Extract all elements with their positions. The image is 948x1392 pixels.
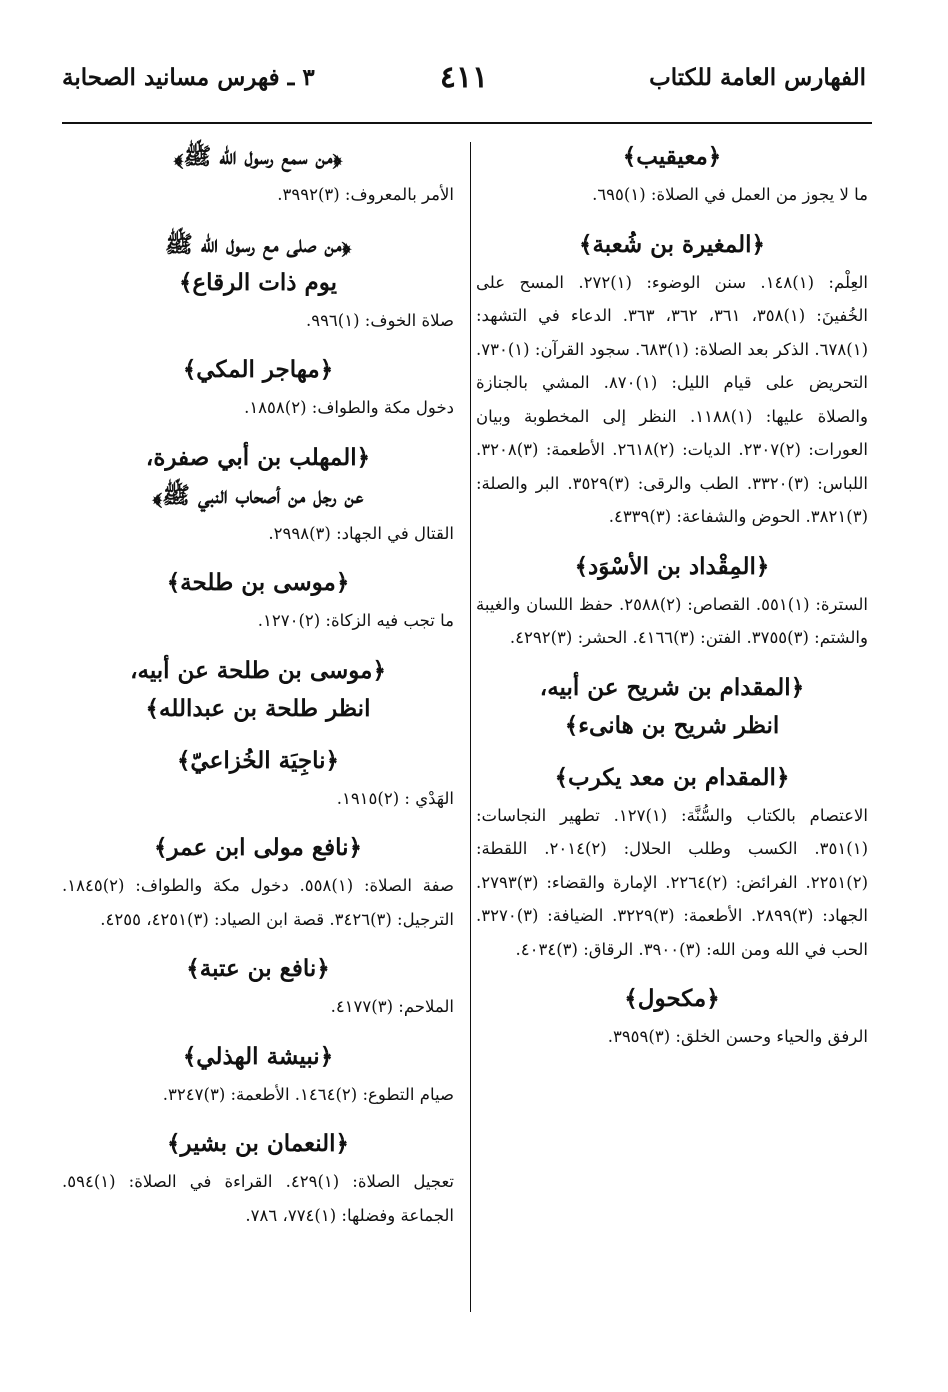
entry-heading: [476, 669, 868, 745]
heading-line: ﴿المقدام بن شريح عن أبيه،: [539, 673, 805, 701]
heading-line: ﴿مهاجر المكي﴾: [182, 356, 334, 383]
heading-line: ﴿المهلب بن أبي صفرة،: [145, 443, 371, 471]
entry-text: ما تجب فيه الزكاة: (٢)١٢٧٠.: [257, 611, 454, 630]
heading-line: انظر شريح بن هانىء﴾: [564, 711, 780, 739]
entry-heading: [62, 1038, 454, 1076]
heading-line: يوم ذات الرقاع﴾: [178, 268, 338, 296]
entry-text: صفة الصلاة: (١)٥٥٨. دخول مكة والطواف: (٢)١٨٤٥. الترجيل: (٣)٣٤٢٦. قصة ابن الصياد: (٣)٤٢٥١، ٤٢٥٥.: [62, 876, 454, 929]
entry-text: صلاة الخوف: (١)٩٩٦.: [305, 310, 454, 330]
heading-line: ﴿موسى بن طلحة عن أبيه،: [130, 656, 386, 684]
entry-text: الملاحم: (٣)٤١٧٧.: [330, 997, 454, 1016]
entry-text: صيام التطوع: (٢)١٤٦٤. الأطعمة: (٣)٣٢٤٧.: [162, 1084, 454, 1104]
heading-line: ﴿من سمع رسول الله ﷺ﴾: [174, 143, 342, 170]
heading-line: ﴿نافع مولى ابن عمر﴾: [153, 834, 362, 861]
heading-line: ﴿المِقْداد بن الأسْوَد﴾: [574, 552, 770, 580]
right-column: [476, 138, 868, 1060]
entry-heading: [62, 742, 454, 780]
column-divider: [470, 142, 471, 1312]
heading-line: ﴿من صلى مع رسول الله ﷺ: [164, 230, 352, 258]
entry-text: السترة: (١)٥٥١. القصاص: (٢)٢٥٨٨. حفظ اللسان والغيبة والشتم: (٣)٣٧٥٥. الفتن: (٣)٤١٦٦. الحشر: (٣)٤٢٩٢.: [476, 594, 868, 647]
heading-line: ﴿معيقيب﴾: [622, 143, 722, 170]
entry-heading: [476, 226, 868, 264]
entry-heading: [476, 980, 868, 1018]
entry-text: الهَدْي : (٢)١٩١٥.: [336, 788, 454, 808]
entry-heading: [62, 439, 454, 515]
entry-heading: [62, 1125, 454, 1163]
entry-heading: [62, 351, 454, 389]
entry-heading: [476, 138, 868, 176]
entry-heading: [62, 652, 454, 728]
entry-heading: [62, 226, 454, 302]
heading-line: ﴿نبيشة الهذلي﴾: [182, 1042, 334, 1070]
entry-text: دخول مكة والطواف: (٢)١٨٥٨.: [244, 398, 454, 417]
entry-text: العِلْم: (١)١٤٨. سنن الوضوء: (١)٢٧٢. المسح على الخُفينَ: (١)٣٥٨، ٣٦١، ٣٦٢، ٣٦٣. الدعاء في التشهد: (١)٦٧٨. الذكر بعد الصلاة: (١)٦٨٣. سجود القرآن: (١)٧٣٠. التحريض على قيام الليل: (١)٨٧٠. المشي بالجنازة والصلاة عليها: (١)١١٨٨. النظر إلى المخطوبة وبيان العورات: (٢)٢٣٠٧. الديات: (٢)٢٦١٨. الأطعمة: (٣)٣٢٠٨. اللباس: (٣)٣٣٢٠. الطب والرقى: (٣)٣٥٢٩. البر والصلة: (٣)٣٨٢١. الحوض والشفاعة: (٣)٤٣٣٩.: [476, 272, 869, 526]
entry-heading: [62, 564, 454, 602]
entry-heading: [62, 138, 454, 176]
page-number: ٤١١: [439, 60, 489, 95]
heading-line: ﴿المغيرة بن شُعبة﴾: [579, 230, 765, 258]
entry-text: الأمر بالمعروف: (٣)٣٩٩٢.: [277, 185, 454, 204]
entry-text: الاعتصام بالكتاب والسُّنَّة: (١)١٢٧. تطهير النجاسات: (١)٣٥١. الكسب وطلب الحلال: (٢)٢٠١٤. اللقطة: (٢)٢٢٥١. الفرائض: (٢)٢٢٦٤. الإمارة والقضاء: (٣)٢٧٩٣. الجهاد: (٣)٢٨٩٩. الأطعمة: (٣)٣٢٢٩. الضيافة: (٣)٣٢٧٠. الحب في الله ومن الله: (٣)٣٩٠٠. الرقاق: (٣)٤٠٣٤.: [476, 805, 869, 959]
heading-line: عن رجل من أصحاب النبي ﷺ﴾: [152, 481, 364, 509]
heading-line: ﴿المقدام بن معد يكرب﴾: [554, 763, 790, 791]
heading-line: انظر طلحة بن عبدالله﴾: [145, 694, 371, 722]
heading-line: ﴿النعمان بن بشير﴾: [166, 1130, 350, 1157]
header-section-title: ٣ ـ فهرس مسانيد الصحابة: [62, 64, 315, 91]
entry-text: تعجيل الصلاة: (١)٤٢٩. القراءة في الصلاة: (١)٥٩٤. الجماعة وفضلها: (١)٧٧٤، ٧٨٦.: [62, 1172, 455, 1225]
header-rule: [62, 122, 872, 124]
entry-text: الرفق والحياء وحسن الخلق: (٣)٣٩٥٩.: [607, 1027, 868, 1046]
header-book-title: الفهارس العامة للكتاب: [649, 64, 866, 91]
heading-line: ﴿مكحول﴾: [624, 985, 720, 1012]
heading-line: ﴿موسى بن طلحة﴾: [166, 569, 350, 596]
entry-text: ما لا يجوز من العمل في الصلاة: (١)٦٩٥.: [592, 185, 868, 204]
entry-heading: [62, 829, 454, 867]
entry-heading: [62, 950, 454, 988]
entry-heading: [476, 548, 868, 586]
heading-line: ﴿نافع بن عتبة﴾: [186, 955, 330, 982]
left-column: [62, 138, 454, 1238]
page-header: [62, 60, 866, 108]
entry-heading: [476, 759, 868, 797]
entry-text: القتال في الجهاد: (٣)٢٩٩٨.: [268, 523, 454, 543]
heading-line: ﴿ناجِيَة الخُزاعيّ﴾: [176, 746, 340, 774]
